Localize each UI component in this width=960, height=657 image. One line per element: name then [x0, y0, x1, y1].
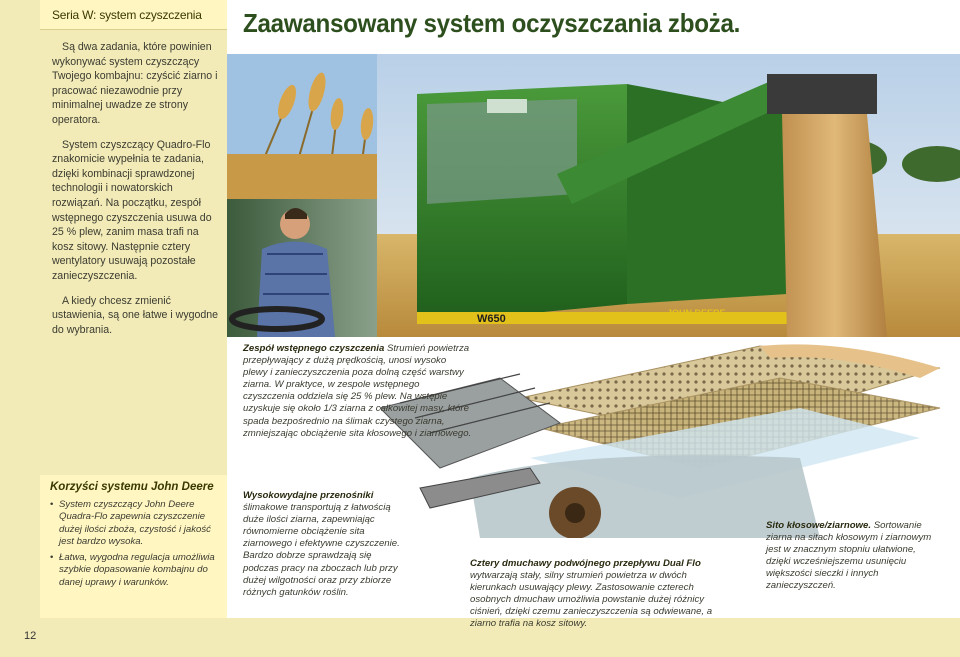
caption-sieves-title: Sito kłosowe/ziarnowe. — [766, 520, 872, 531]
caption-sieves — [766, 520, 936, 593]
combine-photo — [227, 54, 960, 337]
model-label: W650 — [477, 313, 506, 325]
series-title: Seria W: system czyszczenia — [52, 8, 202, 22]
combine-roof-light — [487, 99, 527, 113]
intro-paragraph: Są dwa zadania, które powinien wykonywać system czyszczący Twojego kombajnu: czyścić ziarno i pracować niezawodnie przy minimalnej uwadze ze strony operatora. — [52, 41, 218, 126]
caption-conveyors — [243, 490, 408, 599]
caption-precleaning — [243, 343, 473, 440]
page-number: 12 — [24, 630, 37, 642]
spout — [767, 74, 877, 114]
page-headline: Zaawansowany system oczyszczania zboża. — [243, 8, 741, 38]
caption-conveyors-text: ślimakowe transportują z łatwością duże ilości ziarna, zapewniając równomierne obciążenie sita ziarnowego i efektywne czyszczenie. Bardzo dobrze sprawdzają się podczas pracy na zboczach lub przy dużej wilgotności oraz przy zbiorze różnych gatunków roślin. — [243, 502, 400, 598]
caption-fans-text: wytwarzają stały, silny strumień powietrza w dwóch kierunkach usuwający plewy. Zastosowanie czterech osobnych dmuchaw umożliwia powstanie dużej różnicy ciśnień, dzięki czemu zanieczyszczenia są odwiewane, a ziarno trafia na kosz sitowy. — [470, 570, 713, 630]
series-title-box — [40, 0, 227, 30]
benefit-item: • Łatwa, wygodna regulacja umożliwia szybkie dopasowanie kombajnu do danej uprawy i warunków. — [50, 552, 217, 589]
benefits-title: Korzyści systemu John Deere — [50, 481, 214, 493]
caption-precleaning-title: Zespół wstępnego czyszczenia — [243, 343, 385, 354]
caption-fans — [470, 558, 715, 631]
caption-sieves-text: Sortowanie ziarna na sitach kłosowym i ziarnowym jest w znacznym stopniu ułatwione, dzięki wcześniejszemu usunięciu większości sieczki i innych zanieczyszczeń. — [766, 520, 932, 592]
intro-text — [52, 40, 222, 347]
intro-paragraph: System czyszczący Quadro-Flo znakomicie wypełnia te zadania, dzięki kombinacji sprawdzonej technologii i nowatorskich rozwiązań. Na początku, zespół wstępnego czyszczenia usuwa do 25 % plew, zanim masa trafi na kosz sitowy. Następnie cztery wentylatory usuwają pozostałe zanieczyszczenia. — [52, 138, 212, 282]
caption-precleaning-text: Strumień powietrza przepływający z dużą prędkością, unosi wysoko plewy i zanieczyszczenia poza dolną część warstwy ziarna. W praktyce, w zespole wstępnego czyszczenia oddziela się 25 % plew. Na wstępie uzyskuje się około 1/3 ziarna z całkowitej masy, które spada bezpośrednio na ślimak czystego ziarna, zmniejszając obciążenie sita kłosowego i ziarnowego. — [243, 343, 472, 439]
brand-label: JOHN DEERE — [667, 308, 726, 318]
combine-cab-window — [427, 99, 577, 204]
intro-paragraph: A kiedy chcesz zmienić ustawienia, są one łatwe i wygodne do wybrania. — [52, 294, 219, 336]
caption-fans-title: Cztery dmuchawy podwójnego przepływu Dual Flo — [470, 558, 701, 569]
benefit-item: • System czyszczący John Deere Quadra-Flo zapewnia czyszczenie dużej ilości zboża, czystość i jakość jest bardzo wysoka. — [50, 499, 217, 548]
caption-conveyors-title: Wysokowydajne przenośniki — [243, 490, 374, 501]
benefits-box — [40, 475, 227, 618]
benefits-list — [50, 499, 217, 589]
combine-illustration — [227, 54, 960, 337]
fan-hub — [565, 503, 585, 523]
